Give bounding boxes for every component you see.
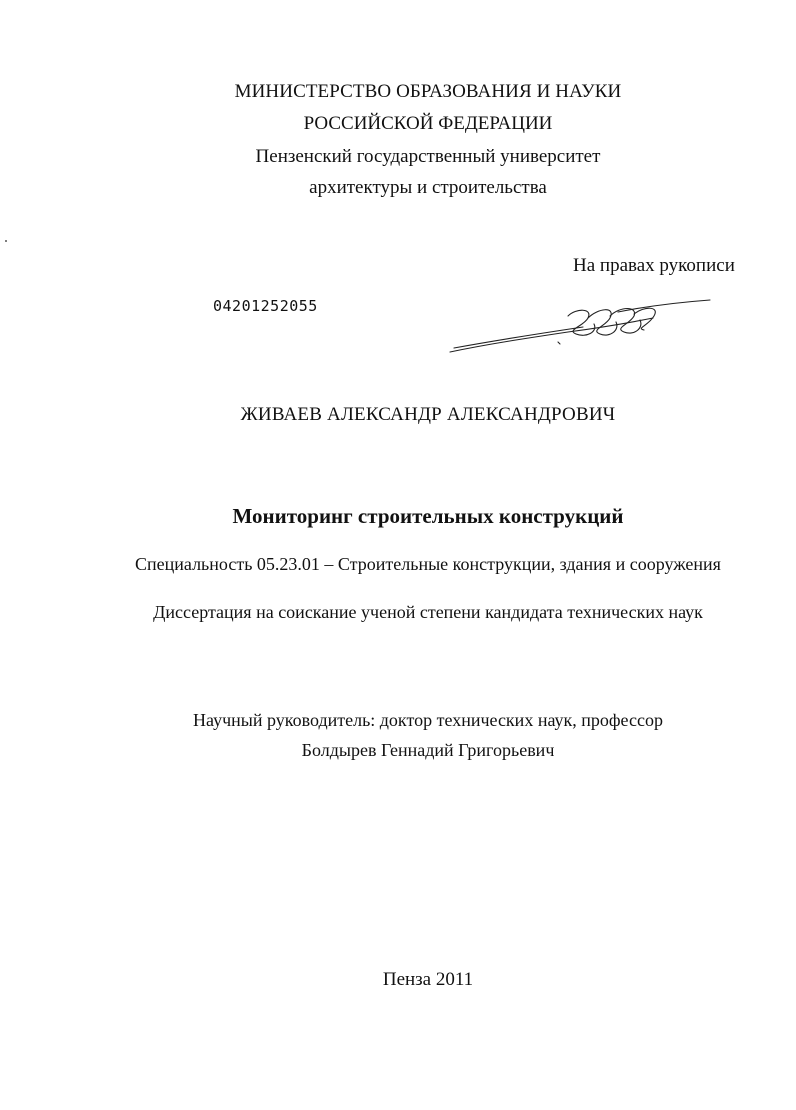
dissertation-type: Диссертация на соискание ученой степени кандидата технических наук: [153, 602, 703, 622]
dissertation-title: Мониторинг строительных конструкций: [232, 504, 624, 528]
university-line-2: архитектуры и строительства: [309, 177, 547, 198]
rights-notice: На правах рукописи: [573, 255, 735, 276]
place-and-year: Пенза 2011: [382, 969, 474, 990]
ministry-line-2: РОССИЙСКОЙ ФЕДЕРАЦИИ: [303, 113, 553, 134]
handwritten-signature: [448, 296, 713, 358]
scan-speck: [5, 240, 7, 242]
advisor-line-1: Научный руководитель: доктор технических наук, профессор: [193, 710, 663, 730]
advisor-line-2: Болдырев Геннадий Григорьевич: [301, 740, 555, 760]
author-name: ЖИВАЕВ АЛЕКСАНДР АЛЕКСАНДРОВИЧ: [240, 404, 616, 425]
university-line-1: Пензенский государственный университет: [255, 146, 601, 167]
document-number: 04201252055: [213, 297, 318, 315]
specialty-line: Специальность 05.23.01 – Строительные конструкции, здания и сооружения: [135, 554, 721, 574]
ministry-line-1: МИНИСТЕРСТВО ОБРАЗОВАНИЯ И НАУКИ: [234, 81, 622, 102]
